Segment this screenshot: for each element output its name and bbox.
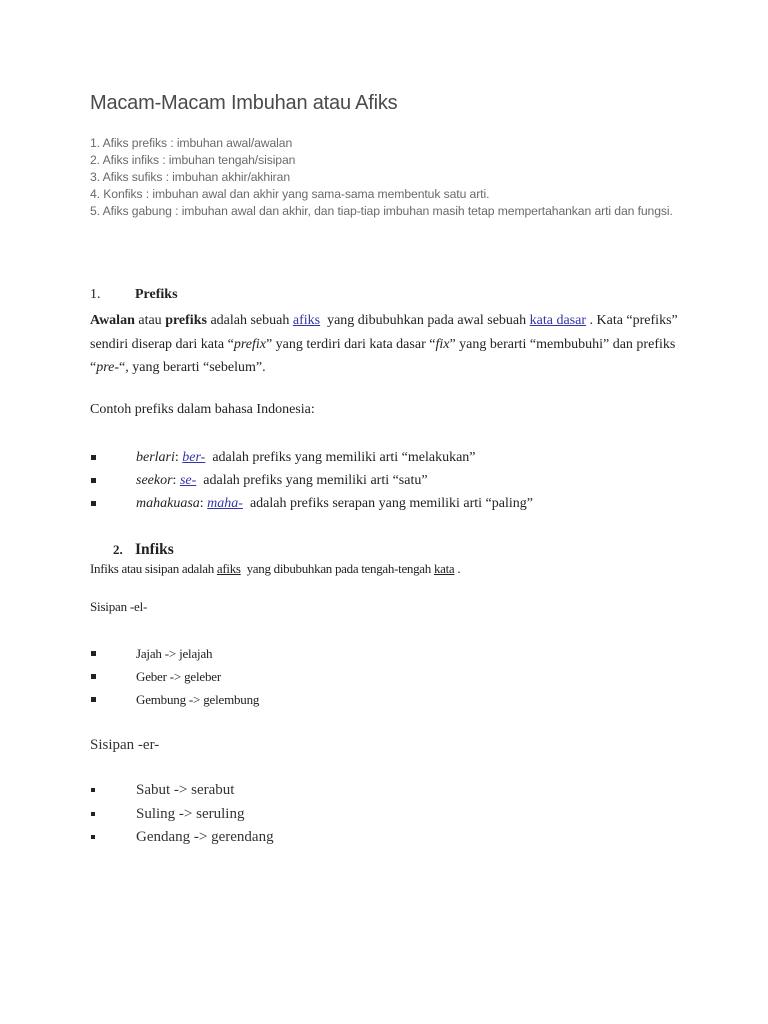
bullet-icon (91, 478, 96, 483)
summary-item: 4. Konfiks : imbuhan awal dan akhir yang sama-sama membentuk satu arti. (90, 187, 490, 201)
summary-item: 2. Afiks infiks : imbuhan tengah/sisipan (90, 153, 296, 167)
text: : (174, 450, 183, 465)
bullet-icon (91, 674, 96, 679)
section-title: Infiks (135, 541, 174, 558)
section-title: Prefiks (135, 287, 178, 302)
bullet-icon (91, 697, 96, 702)
example-desc: adalah prefiks yang memiliki arti “melakukan” (205, 450, 476, 465)
text: . (454, 561, 461, 576)
example-word: berlari (136, 450, 175, 465)
list-item-text: Gembung -> gelembung (136, 692, 260, 707)
link-kata[interactable]: kata (433, 561, 455, 576)
list-item-text: Geber -> geleber (136, 669, 221, 684)
bold-term: Awalan (90, 313, 135, 328)
summary-item: 3. Afiks sufiks : imbuhan akhir/akhiran (90, 170, 290, 184)
list-item-text: Sabut -> serabut (136, 782, 235, 798)
text: : (172, 473, 180, 488)
sisipan-er-label: Sisipan -er- (90, 737, 160, 753)
bullet-icon (91, 812, 95, 816)
example-word: seekor (136, 473, 173, 488)
text: : (199, 496, 208, 511)
text: adalah sebuah (206, 313, 293, 328)
bullet-icon (91, 651, 96, 656)
prefiks-paragraph (90, 309, 690, 380)
bullet-icon (91, 501, 96, 506)
sisipan-el-label: Sisipan -el- (90, 599, 148, 614)
italic-term: fix (435, 336, 450, 352)
link-kata-dasar[interactable]: kata dasar (529, 313, 586, 328)
bold-term: prefiks (165, 313, 207, 328)
bullet-icon (91, 788, 95, 792)
bullet-icon (91, 455, 96, 460)
section-heading-infiks (113, 541, 174, 559)
link-prefix-se[interactable]: se- (179, 473, 197, 488)
bullet-icon (91, 835, 95, 839)
link-prefix-ber[interactable]: ber- (182, 450, 206, 465)
section-number: 1. (90, 287, 101, 302)
section-heading-prefiks (90, 287, 178, 303)
summary-list (90, 135, 680, 220)
list-item-text: Suling -> seruling (136, 805, 245, 822)
text: ” yang berarti “membubuhi” dan prefiks “ (90, 336, 676, 375)
link-afiks[interactable]: afiks (216, 561, 241, 576)
text: yang dibubuhkan pada tengah-tengah (240, 561, 434, 576)
link-afiks[interactable]: afiks (292, 313, 321, 328)
text: “, yang berarti “sebelum”. (119, 360, 266, 375)
text: atau (134, 313, 166, 328)
example-desc: adalah prefiks yang memiliki arti “satu” (196, 473, 428, 488)
examples-intro: Contoh prefiks dalam bahasa Indonesia: (90, 402, 315, 417)
italic-term: pre- (96, 360, 120, 375)
summary-item: 1. Afiks prefiks : imbuhan awal/awalan (90, 136, 293, 150)
page-title: Macam-Macam Imbuhan atau Afiks (90, 92, 398, 114)
example-word: mahakuasa (136, 496, 200, 511)
text: yang dibubuhkan pada awal sebuah (320, 313, 530, 328)
list-item-text: Gendang -> gerendang (136, 829, 274, 845)
list-item-text: Jajah -> jelajah (136, 646, 213, 661)
summary-item: 5. Afiks gabung : imbuhan awal dan akhir, dan tiap-tiap imbuhan masih tetap mempertahankan arti dan fungsi. (90, 204, 673, 218)
example-desc: adalah prefiks serapan yang memiliki arti “paling” (242, 496, 533, 511)
section-number: 2. (113, 542, 123, 557)
link-prefix-maha[interactable]: maha- (207, 496, 243, 511)
text: Infiks atau sisipan adalah (90, 561, 217, 576)
infiks-paragraph (90, 561, 460, 577)
italic-term: prefix (233, 336, 266, 352)
text: . Kata “prefiks” sendiri diserap dari kata “ (90, 313, 678, 352)
text: ” yang terdiri dari kata dasar “ (265, 336, 436, 352)
